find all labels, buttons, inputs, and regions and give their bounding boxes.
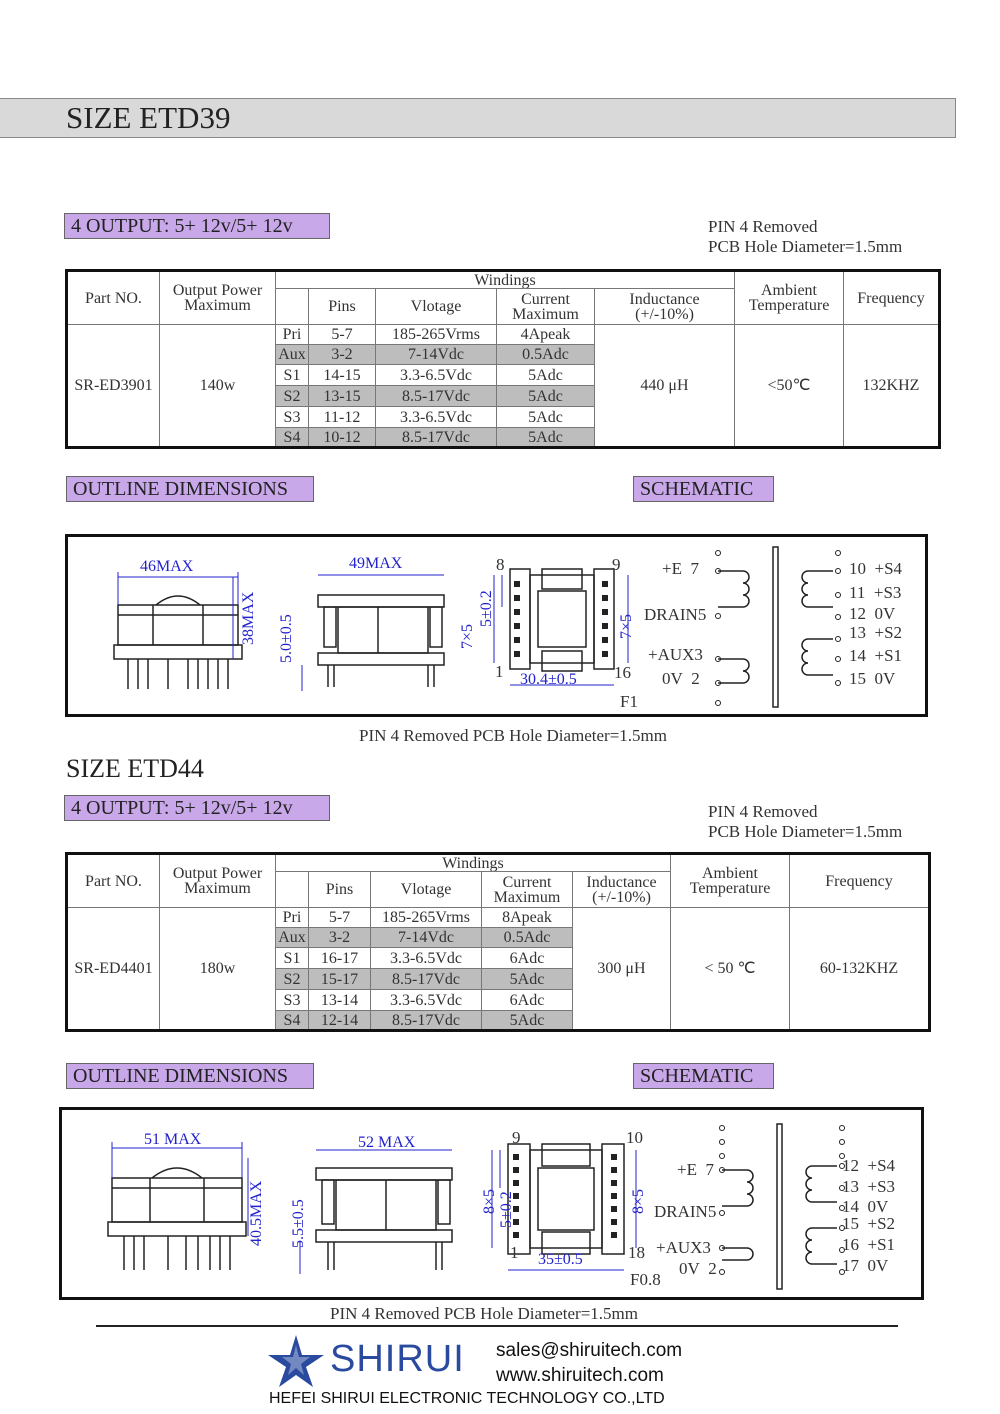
header-inductance: Inductance (+/-10%)	[595, 289, 735, 325]
page-title: SIZE ETD39	[66, 100, 231, 135]
cell-current: 0.5Adc	[482, 928, 573, 948]
footnote: PIN 4 Removed PCB Hole Diameter=1.5mm	[330, 1304, 639, 1323]
header-part-no: Part NO.	[67, 854, 160, 908]
contact-website: www.shiruitech.com	[496, 1365, 664, 1386]
cell-winding-name: S2	[276, 969, 309, 990]
cell-winding-name: Aux	[276, 345, 309, 365]
schematic-output: 15 +S2	[842, 1214, 896, 1233]
header-inductance: Inductance (+/-10%)	[573, 872, 671, 908]
dim-row-spacing: 35±0.5	[538, 1251, 583, 1268]
header-pins: Pins	[309, 289, 376, 325]
schematic-output: 11 +S3	[849, 583, 902, 602]
company-name: HEFEI SHIRUI ELECTRONIC TECHNOLOGY CO.,LTD	[269, 1390, 665, 1407]
cell-current: 5Adc	[497, 365, 595, 386]
cell-current: 5Adc	[497, 428, 595, 448]
schematic-output: 12 +S4	[842, 1156, 896, 1175]
cell-current: 4Apeak	[497, 325, 595, 345]
cell-current: 5Adc	[482, 969, 573, 990]
cell-pins: 13-14	[309, 990, 371, 1011]
cell-ambient: < 50 ℃	[671, 908, 790, 1031]
cell-winding-name: S4	[276, 428, 309, 448]
cell-current: 0.5Adc	[497, 345, 595, 365]
header-voltage: Vlotage	[371, 872, 482, 908]
pin-note-line2: PCB Hole Diameter=1.5mm	[708, 237, 903, 256]
pin-note-line1: PIN 4 Removed	[708, 217, 818, 236]
cell-frequency: 132KHZ	[844, 325, 940, 448]
cell-voltage: 8.5-17Vdc	[376, 428, 497, 448]
schematic-drain-label: DRAIN5	[654, 1202, 717, 1221]
pin-number-top-right: 9	[612, 555, 621, 574]
spec-table-etd44	[65, 852, 931, 1032]
cell-power: 140w	[160, 325, 276, 448]
header-ambient: Ambient Temperature	[735, 271, 844, 325]
cell-inductance: 440 μH	[595, 325, 735, 448]
pin-note-line1: PIN 4 Removed	[708, 802, 818, 821]
cell-part-no: SR-ED3901	[67, 325, 160, 448]
cell-voltage: 8.5-17Vdc	[376, 386, 497, 407]
cell-current: 5Adc	[482, 1011, 573, 1031]
cell-pins: 13-15	[309, 386, 376, 407]
contact-email: sales@shiruitech.com	[496, 1340, 683, 1361]
front-view-drawing	[108, 557, 248, 697]
cell-winding-name: Pri	[276, 325, 309, 345]
schematic-aux-label: +AUX3	[656, 1238, 711, 1257]
section-title: SIZE ETD44	[66, 754, 204, 783]
schematic-output: 15 0V	[849, 669, 896, 688]
cell-inductance: 300 μH	[573, 908, 671, 1031]
cell-pins: 11-12	[309, 407, 376, 428]
cell-voltage: 3.3-6.5Vdc	[376, 407, 497, 428]
header-output-power: Output Power Maximum	[160, 854, 276, 908]
cell-voltage: 7-14Vdc	[376, 345, 497, 365]
pin-number-top-right: 10	[626, 1128, 643, 1147]
cell-voltage: 3.3-6.5Vdc	[371, 948, 482, 969]
cell-current: 8Apeak	[482, 908, 573, 928]
cell-pins: 16-17	[309, 948, 371, 969]
cell-winding-name: S4	[276, 1011, 309, 1031]
dim-row-spacing: 30.4±0.5	[520, 671, 577, 688]
schematic-output: 17 0V	[842, 1256, 889, 1275]
cell-pins: 3-2	[309, 928, 371, 948]
dim-pitch-right: 7×5	[618, 613, 635, 639]
outline-dimensions-label: OUTLINE DIMENSIONS	[66, 1063, 314, 1089]
cell-voltage: 8.5-17Vdc	[371, 1011, 482, 1031]
dim-length: 49MAX	[349, 555, 403, 572]
schematic-output: 10 +S4	[849, 559, 903, 578]
pin-note-line2: PCB Hole Diameter=1.5mm	[708, 822, 903, 841]
dim-height: 38MAX	[240, 591, 257, 645]
footer-divider	[96, 1325, 898, 1327]
header-windings: Windings	[276, 854, 671, 872]
schematic-drawing	[702, 1120, 862, 1290]
header-current: Current Maximum	[497, 289, 595, 325]
schematic-drawing	[698, 543, 858, 708]
pin-diameter: F1	[620, 692, 638, 711]
schematic-0v-label: 0V 2	[679, 1259, 717, 1278]
cell-voltage: 185-265Vrms	[371, 908, 482, 928]
cell-pins: 12-14	[309, 1011, 371, 1031]
cell-frequency: 60-132KHZ	[790, 908, 930, 1031]
outline-dimensions-label: OUTLINE DIMENSIONS	[66, 476, 314, 502]
header-ambient: Ambient Temperature	[671, 854, 790, 908]
header-pins: Pins	[309, 872, 371, 908]
schematic-0v-label: 0V 2	[662, 669, 700, 688]
pin-number-top-left: 8	[496, 555, 505, 574]
dim-pitch-left: 7×5	[459, 623, 476, 649]
output-label: 4 OUTPUT: 5+ 12v/5+ 12v	[64, 213, 330, 239]
cell-pins: 10-12	[309, 428, 376, 448]
logo-text: SHIRUI	[330, 1338, 465, 1380]
cell-ambient: <50℃	[735, 325, 844, 448]
cell-winding-name: S3	[276, 990, 309, 1011]
schematic-output: 16 +S1	[842, 1235, 896, 1254]
dim-length: 52 MAX	[358, 1134, 416, 1151]
header-current: Current Maximum	[482, 872, 573, 908]
pin-number-top-left: 9	[512, 1128, 521, 1147]
side-view-drawing	[298, 557, 458, 697]
cell-power: 180w	[160, 908, 276, 1031]
pin-number-bottom-left: 1	[510, 1243, 519, 1262]
pin-number-bottom-right: 16	[614, 663, 631, 682]
dim-width: 46MAX	[140, 558, 194, 575]
schematic-e-label: +E 7	[677, 1160, 714, 1179]
header-frequency: Frequency	[790, 854, 930, 908]
dim-pitch-spacing: 5±0.2	[498, 1191, 515, 1228]
footnote: PIN 4 Removed PCB Hole Diameter=1.5mm	[359, 726, 668, 745]
cell-winding-name: S2	[276, 386, 309, 407]
cell-winding-name: S1	[276, 948, 309, 969]
schematic-output: 13 +S2	[849, 623, 903, 642]
cell-pins: 3-2	[309, 345, 376, 365]
dim-width: 51 MAX	[144, 1131, 202, 1148]
cell-winding-name: Aux	[276, 928, 309, 948]
cell-current: 5Adc	[497, 407, 595, 428]
drawing-box-etd44	[59, 1107, 924, 1300]
schematic-output: 13 +S3	[842, 1177, 896, 1196]
drawing-box-etd39	[65, 534, 928, 717]
cell-pins: 14-15	[309, 365, 376, 386]
dim-height: 40.5MAX	[248, 1180, 265, 1246]
header-output-power: Output Power Maximum	[160, 271, 276, 325]
pin-diameter: F0.8	[630, 1270, 661, 1289]
dim-pin-length: 5.0±0.5	[278, 614, 295, 663]
cell-pins: 15-17	[309, 969, 371, 990]
pin-number-bottom-left: 1	[495, 662, 504, 681]
cell-current: 6Adc	[482, 948, 573, 969]
cell-voltage: 3.3-6.5Vdc	[371, 990, 482, 1011]
schematic-aux-label: +AUX3	[648, 645, 703, 664]
header-name-blank	[276, 872, 309, 908]
cell-winding-name: S1	[276, 365, 309, 386]
star-logo-icon	[266, 1333, 326, 1389]
schematic-e-label: +E 7	[662, 559, 699, 578]
cell-voltage: 3.3-6.5Vdc	[376, 365, 497, 386]
cell-winding-name: Pri	[276, 908, 309, 928]
schematic-label: SCHEMATIC	[633, 476, 774, 502]
cell-winding-name: S3	[276, 407, 309, 428]
cell-current: 5Adc	[497, 386, 595, 407]
dim-pitch-right: 8×5	[630, 1188, 647, 1214]
cell-voltage: 7-14Vdc	[371, 928, 482, 948]
side-view-drawing	[296, 1130, 466, 1280]
header-windings: Windings	[276, 271, 735, 289]
cell-pins: 5-7	[309, 325, 376, 345]
schematic-label: SCHEMATIC	[633, 1063, 774, 1089]
header-frequency: Frequency	[844, 271, 940, 325]
pin-number-bottom-right: 18	[628, 1243, 645, 1262]
output-label: 4 OUTPUT: 5+ 12v/5+ 12v	[64, 795, 330, 821]
dim-pitch-spacing: 5±0.2	[478, 590, 495, 627]
schematic-output: 14 0V	[842, 1197, 889, 1216]
schematic-output: 14 +S1	[849, 646, 903, 665]
cell-part-no: SR-ED4401	[67, 908, 160, 1031]
dim-pin-length: 5.5±0.5	[290, 1199, 307, 1248]
header-voltage: Vlotage	[376, 289, 497, 325]
cell-current: 6Adc	[482, 990, 573, 1011]
header-part-no: Part NO.	[67, 271, 160, 325]
cell-voltage: 8.5-17Vdc	[371, 969, 482, 990]
spec-table-etd39	[65, 269, 941, 449]
header-name-blank	[276, 289, 309, 325]
front-view-drawing	[102, 1130, 252, 1280]
schematic-drain-label: DRAIN5	[644, 605, 707, 624]
schematic-output: 12 0V	[849, 604, 896, 623]
cell-pins: 5-7	[309, 908, 371, 928]
cell-voltage: 185-265Vrms	[376, 325, 497, 345]
dim-pitch-left: 8×5	[481, 1188, 498, 1214]
